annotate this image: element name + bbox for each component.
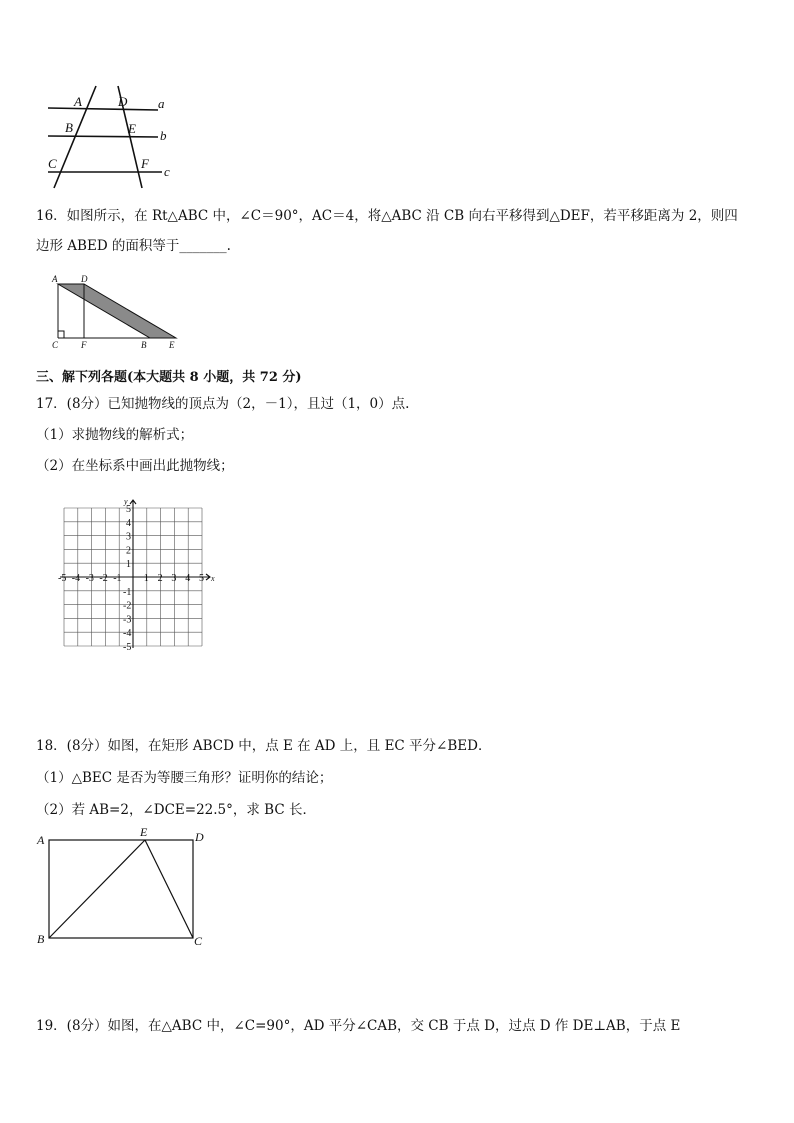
label-A: A [37,833,45,847]
segment-be [49,840,145,938]
y-tick-label: 1 [126,559,131,571]
parallel-lines-figure [40,84,190,190]
label-c: c [164,164,170,179]
section-heading: 三、解下列各题(本大题共 8 小题，共 72 分) [36,370,302,385]
line-a [48,108,158,110]
shaded-region-abed [58,284,176,338]
y-tick-label: 3 [126,531,131,543]
y-tick-label: 4 [126,517,131,529]
x-tick-label: 3 [171,573,177,584]
q19-stem: 19．(8分）如图，在△ABC 中，∠C=90°，AD 平分∠CAB，交 CB 于点 D，过点 D 作 DE⊥AB，于点 E [36,1018,681,1034]
x-tick-label: 1 [143,573,149,584]
x-tick-label: -2 [99,573,108,584]
coordinate-grid [50,490,225,655]
x-tick-label: -3 [85,573,94,584]
label-b: b [160,128,167,143]
label-D: D [195,830,204,844]
y-axis-label: y [124,497,128,506]
y-tick-label: -4 [123,628,132,640]
translation-figure [44,272,194,352]
label-F: F [81,340,87,350]
q18-part2: （2）若 AB=2，∠DCE=22.5°，求 BC 长． [36,802,316,818]
rectangle-figure [34,824,214,952]
label-E: E [128,121,136,136]
x-tick-label: 4 [185,573,191,584]
label-B: B [65,120,73,135]
x-tick-label: 2 [157,573,163,584]
y-tick-label: -1 [123,586,132,598]
q18-part1: （1）△BEC 是否为等腰三角形？证明你的结论； [36,770,333,786]
rectangle-abcd [49,840,193,938]
label-C: C [52,340,59,350]
label-D: D [81,274,88,284]
x-tick-label: -1 [113,573,122,584]
right-angle-mark [58,331,64,338]
label-E: E [140,825,148,839]
label-B: B [141,340,147,350]
q16-text-line1: 16．如图所示，在 Rt△ABC 中，∠C＝90°，AC＝4，将△ABC 沿 CB 向右平移得到△DEF，若平移距离为 2，则四 [36,208,738,224]
label-C: C [194,934,203,948]
q17-stem: 17．(8分）已知抛物线的顶点为（2，－1），且过（1，0）点. [36,396,410,412]
label-D: D [118,94,128,109]
label-A: A [52,274,58,284]
x-axis-label: x [211,574,215,583]
y-tick-label: -2 [123,600,132,612]
y-tick-label: -5 [123,642,132,653]
segment-ec [145,840,193,938]
y-tick-label: -3 [123,614,132,626]
x-tick-label: 5 [199,573,204,584]
q17-part2: （2）在坐标系中画出此抛物线； [36,458,234,474]
q17-part1: （1）求抛物线的解析式； [36,427,194,443]
line-b [48,136,158,137]
q18-stem: 18．(8分）如图，在矩形 ABCD 中，点 E 在 AD 上，且 EC 平分∠BED． [36,738,492,754]
label-A: A [74,94,82,109]
label-B: B [37,932,45,946]
x-tick-label: -4 [71,573,81,584]
label-C: C [48,156,57,171]
y-tick-label: 2 [126,545,131,557]
x-tick-label: -5 [58,573,67,584]
y-tick-label: 5 [126,504,131,515]
label-E: E [169,340,175,350]
label-a: a [158,96,165,111]
label-F: F [141,156,149,171]
q16-text-line2: 边形 ABED 的面积等于_______. [36,238,231,254]
